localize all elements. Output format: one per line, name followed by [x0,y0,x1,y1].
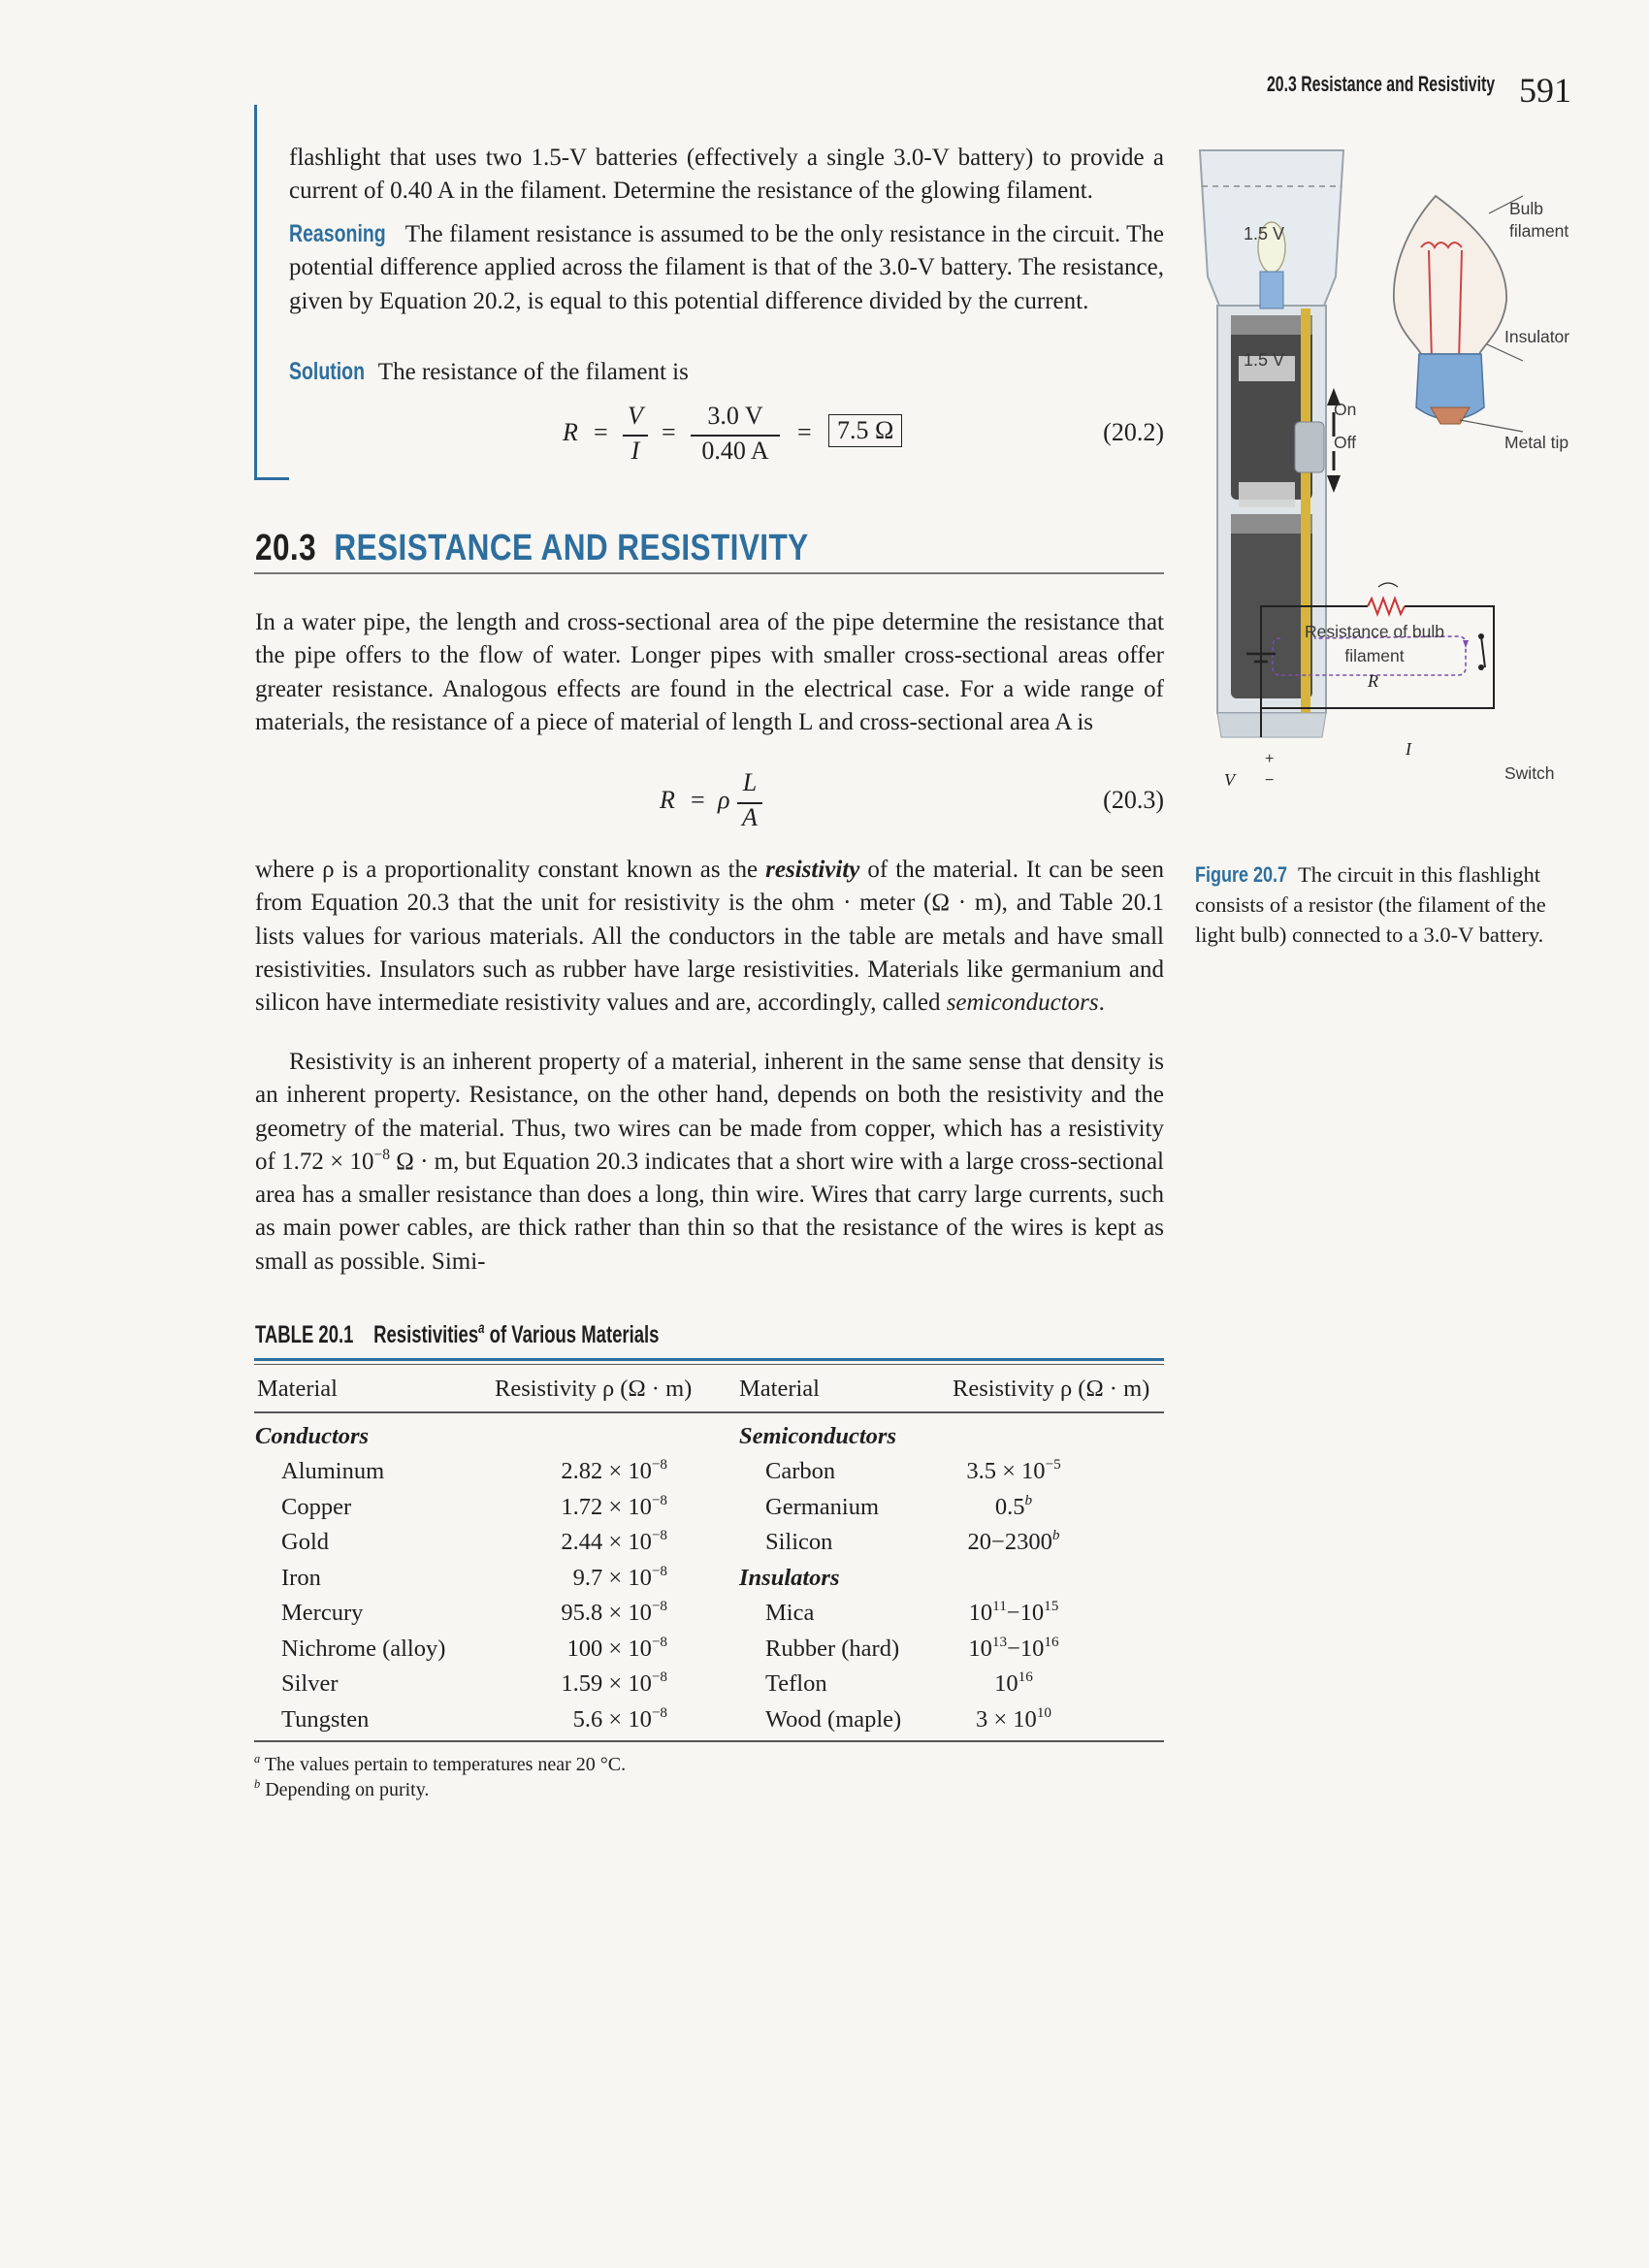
switch-symbol [1481,636,1485,667]
equation-20-3 [650,766,1164,844]
para3-text-a: Resistivity is an inherent property of a material, inherent in the same sense that density is an inherent property. Resistance, on the other hand, depends on both the resistivity and the geometry of the material. Thus, two wires can be made from copper, which has a resistivity of 1.72 × 10 [255,1049,1164,1175]
eq1-frac2-num: 3.0 V [707,402,763,430]
i-label: I [1406,739,1411,759]
reasoning-text: The filament resistance is assumed to be the only resistance in the circuit. The potential difference applied across the filament is that of the 3.0-V battery. The resistance, given by Equation 20.2, is equal to this potential difference divided by the current. [289,221,1164,314]
footnote-a: $^a$ The values pertain to temperatures near 20 °C. [254,1751,627,1775]
table-cell-material: Germanium [765,1493,880,1520]
table-title: Resistivities [373,1321,479,1348]
table-cell-material: Iron [281,1564,321,1591]
insulator-label: Insulator [1504,327,1570,346]
para3-text-b: Ω · m, but Equation 20.3 indicates that a short wire with a large cross-sectional area has a smaller resistance than does a long, thin wire. Wires that carry large currents, such as main power cables, are thick rather than thin so that the resistance of the wires is kept as small as possible. Simi- [255,1148,1164,1275]
section-para-1: In a water pipe, the length and cross-sectional area of the pipe determine the resistance that the pipe offers to the flow of water. Longer pipes with smaller cross-sectional areas offer greater resistance. Analogous effects are found in the electrical case. For a wide range of materials, the resistance of a piece of material of length L and cross-sectional area A is [255,609,1164,735]
reasoning-label: Reasoning [289,220,386,247]
off-label: Off [1334,433,1357,452]
v-label: V [1224,770,1235,790]
para2-text-c: . [1098,989,1105,1017]
switch-label: Switch [1504,763,1555,783]
table-cell-material: Gold [281,1529,329,1555]
battery-label-upper: 1.5 V [1244,224,1285,243]
example-margin-foot [254,477,289,480]
table-header-resistivity-1: Resistivity ρ (Ω · m) [495,1376,693,1402]
section-title: RESISTANCE AND RESISTIVITY [334,528,809,568]
eq1-equals-1: = [594,418,608,446]
solution-text: The resistance of the filament is [377,359,689,385]
example-solution [289,355,1164,389]
section-heading [255,528,809,569]
eq2-den: A [742,803,758,831]
table-cell-material: Copper [281,1493,352,1520]
switch-knob [1295,422,1324,472]
footnote-b: $^b$ Depending on purity. [254,1776,430,1800]
example-reasoning [289,217,1164,318]
eq2-lhs: R [660,786,675,814]
table-cell-material: Carbon [765,1458,836,1484]
table-cell-resistivity: $100 \times 10^{-8}$ [566,1633,667,1662]
table-header-material-1: Material [257,1376,338,1402]
table-cell-material: Tungsten [281,1705,370,1733]
bulb-illustration [1394,196,1523,432]
r-label: R [1368,671,1378,691]
table-footnotes [254,1752,626,1802]
eq1-frac1-num: V [628,402,643,430]
eq1-lhs: R [563,418,578,446]
eq1-result-box: 7.5 Ω [828,414,902,447]
table-cell-resistivity: $20-2300^b$ [967,1527,1060,1555]
table-cell-resistivity: $2.44 \times 10^{-8}$ [561,1527,667,1555]
section-number: 20.3 [255,528,317,568]
eq1-frac2-den: 0.40 A [701,437,769,465]
table-cell-resistivity: $95.8 \times 10^{-8}$ [561,1598,667,1626]
eq2-number: (20.3) [1103,786,1164,814]
running-head: 20.3 Resistance and Resistivity [1267,72,1496,96]
table-cell-material: Mercury [281,1600,364,1626]
figure-label: Figure 20.7 [1195,862,1288,887]
on-label: On [1334,400,1357,419]
example-margin-bar [254,105,257,478]
term-semiconductors: semiconductors [946,989,1099,1017]
eq2-equals: = [691,786,705,814]
eq1-equals-2: = [662,418,676,446]
section-para-2 [255,854,1164,1020]
table-cell-material: Silver [281,1670,339,1697]
group-insulators: Insulators [739,1564,840,1591]
table-cell-material: Teflon [765,1670,827,1697]
table-cell-resistivity: $10^{11}-10^{15}$ [968,1598,1059,1626]
table-caption [255,1321,659,1349]
table-label: TABLE 20.1 [255,1321,354,1348]
example-intro: flashlight that uses two 1.5-V batteries (effectively a single 3.0-V battery) to provide a current of 0.40 A in the filament. Determine the resistance of the glowing filament. [289,145,1164,205]
section-rule [254,572,1164,574]
eq1-frac1-den: I [630,437,640,465]
table-cell-resistivity: $5.6 \times 10^{-8}$ [572,1703,667,1733]
bulb-filament-label: Bulb filament [1509,199,1569,241]
table-cell-material: Silicon [765,1529,833,1555]
table-cell-resistivity: $10^{13}-10^{16}$ [968,1633,1059,1662]
table-title-rest: of Various Materials [484,1321,660,1348]
table-bottom-rule [254,1740,1164,1742]
eq1-equals-3: = [797,418,812,446]
table-top-rule [254,1358,1164,1361]
resistor-symbol [1368,599,1405,614]
table-header-material-2: Material [739,1376,820,1402]
resistance-label: Resistance of bulb filament [1305,622,1444,665]
table-cell-material: Wood (maple) [765,1705,902,1733]
battery-label-lower: 1.5 V [1244,350,1285,370]
table-cell-resistivity: 0.5$^b$ [994,1491,1033,1520]
table-cell-resistivity: $1.59 \times 10^{-8}$ [561,1669,667,1697]
eq2-rho: ρ [718,786,730,814]
eq2-num: L [742,768,758,796]
minus-label: − [1265,772,1275,789]
figure-caption [1195,859,1583,950]
table-cell-resistivity: $3 \times 10^{10}$ [975,1703,1051,1733]
table-header-resistivity-2: Resistivity ρ (Ω · m) [953,1376,1150,1402]
solution-label: Solution [289,358,365,385]
para2-text-b: of the material. It can be seen from Equation 20.3 that the unit for resistivity is the ohm · meter (Ω · m), and Table 20.1 lists values for various materials. All the conductors in the table are metals and have small resistivities. Insulators such as rubber have large resistivities. Materials like germanium and silicon have intermediate resistivity values and are, accordingly, called [255,857,1164,1017]
table-top-rule-thin [254,1364,1164,1365]
page-number: 591 [1519,71,1571,110]
table-cell-material: Nichrome (alloy) [281,1635,446,1662]
table-title-sup: a [478,1319,485,1337]
table-cell-material: Rubber (hard) [765,1635,900,1662]
group-semiconductors: Semiconductors [739,1423,896,1449]
table-header-rule [254,1411,1164,1413]
table-cell-resistivity: $10^{16}$ [994,1669,1033,1697]
equation-20-2 [543,398,1164,475]
plus-label: + [1265,751,1275,767]
table-cell-resistivity: $1.72 \times 10^{-8}$ [561,1491,667,1520]
para3-exponent: −8 [373,1146,390,1163]
figure-caption-text: The circuit in this flashlight consists of a resistor (the filament of the light bulb) connected to a 3.0-V battery. [1195,862,1546,947]
para2-text-a: where ρ is a proportionality constant known as the [255,857,766,883]
section-para-3 [255,1046,1164,1279]
table-cell-resistivity: $2.82 \times 10^{-8}$ [561,1456,667,1484]
metal-tip-label: Metal tip [1504,433,1569,452]
table-cell-resistivity: $9.7 \times 10^{-8}$ [572,1562,667,1591]
eq1-number: (20.2) [1103,418,1164,446]
group-conductors: Conductors [255,1423,370,1449]
table-cell-material: Mica [765,1600,815,1626]
table-cell-resistivity: $3.5 \times 10^{-5}$ [966,1456,1061,1484]
table-cell-material: Aluminum [281,1458,385,1484]
term-resistivity: resistivity [765,857,860,883]
